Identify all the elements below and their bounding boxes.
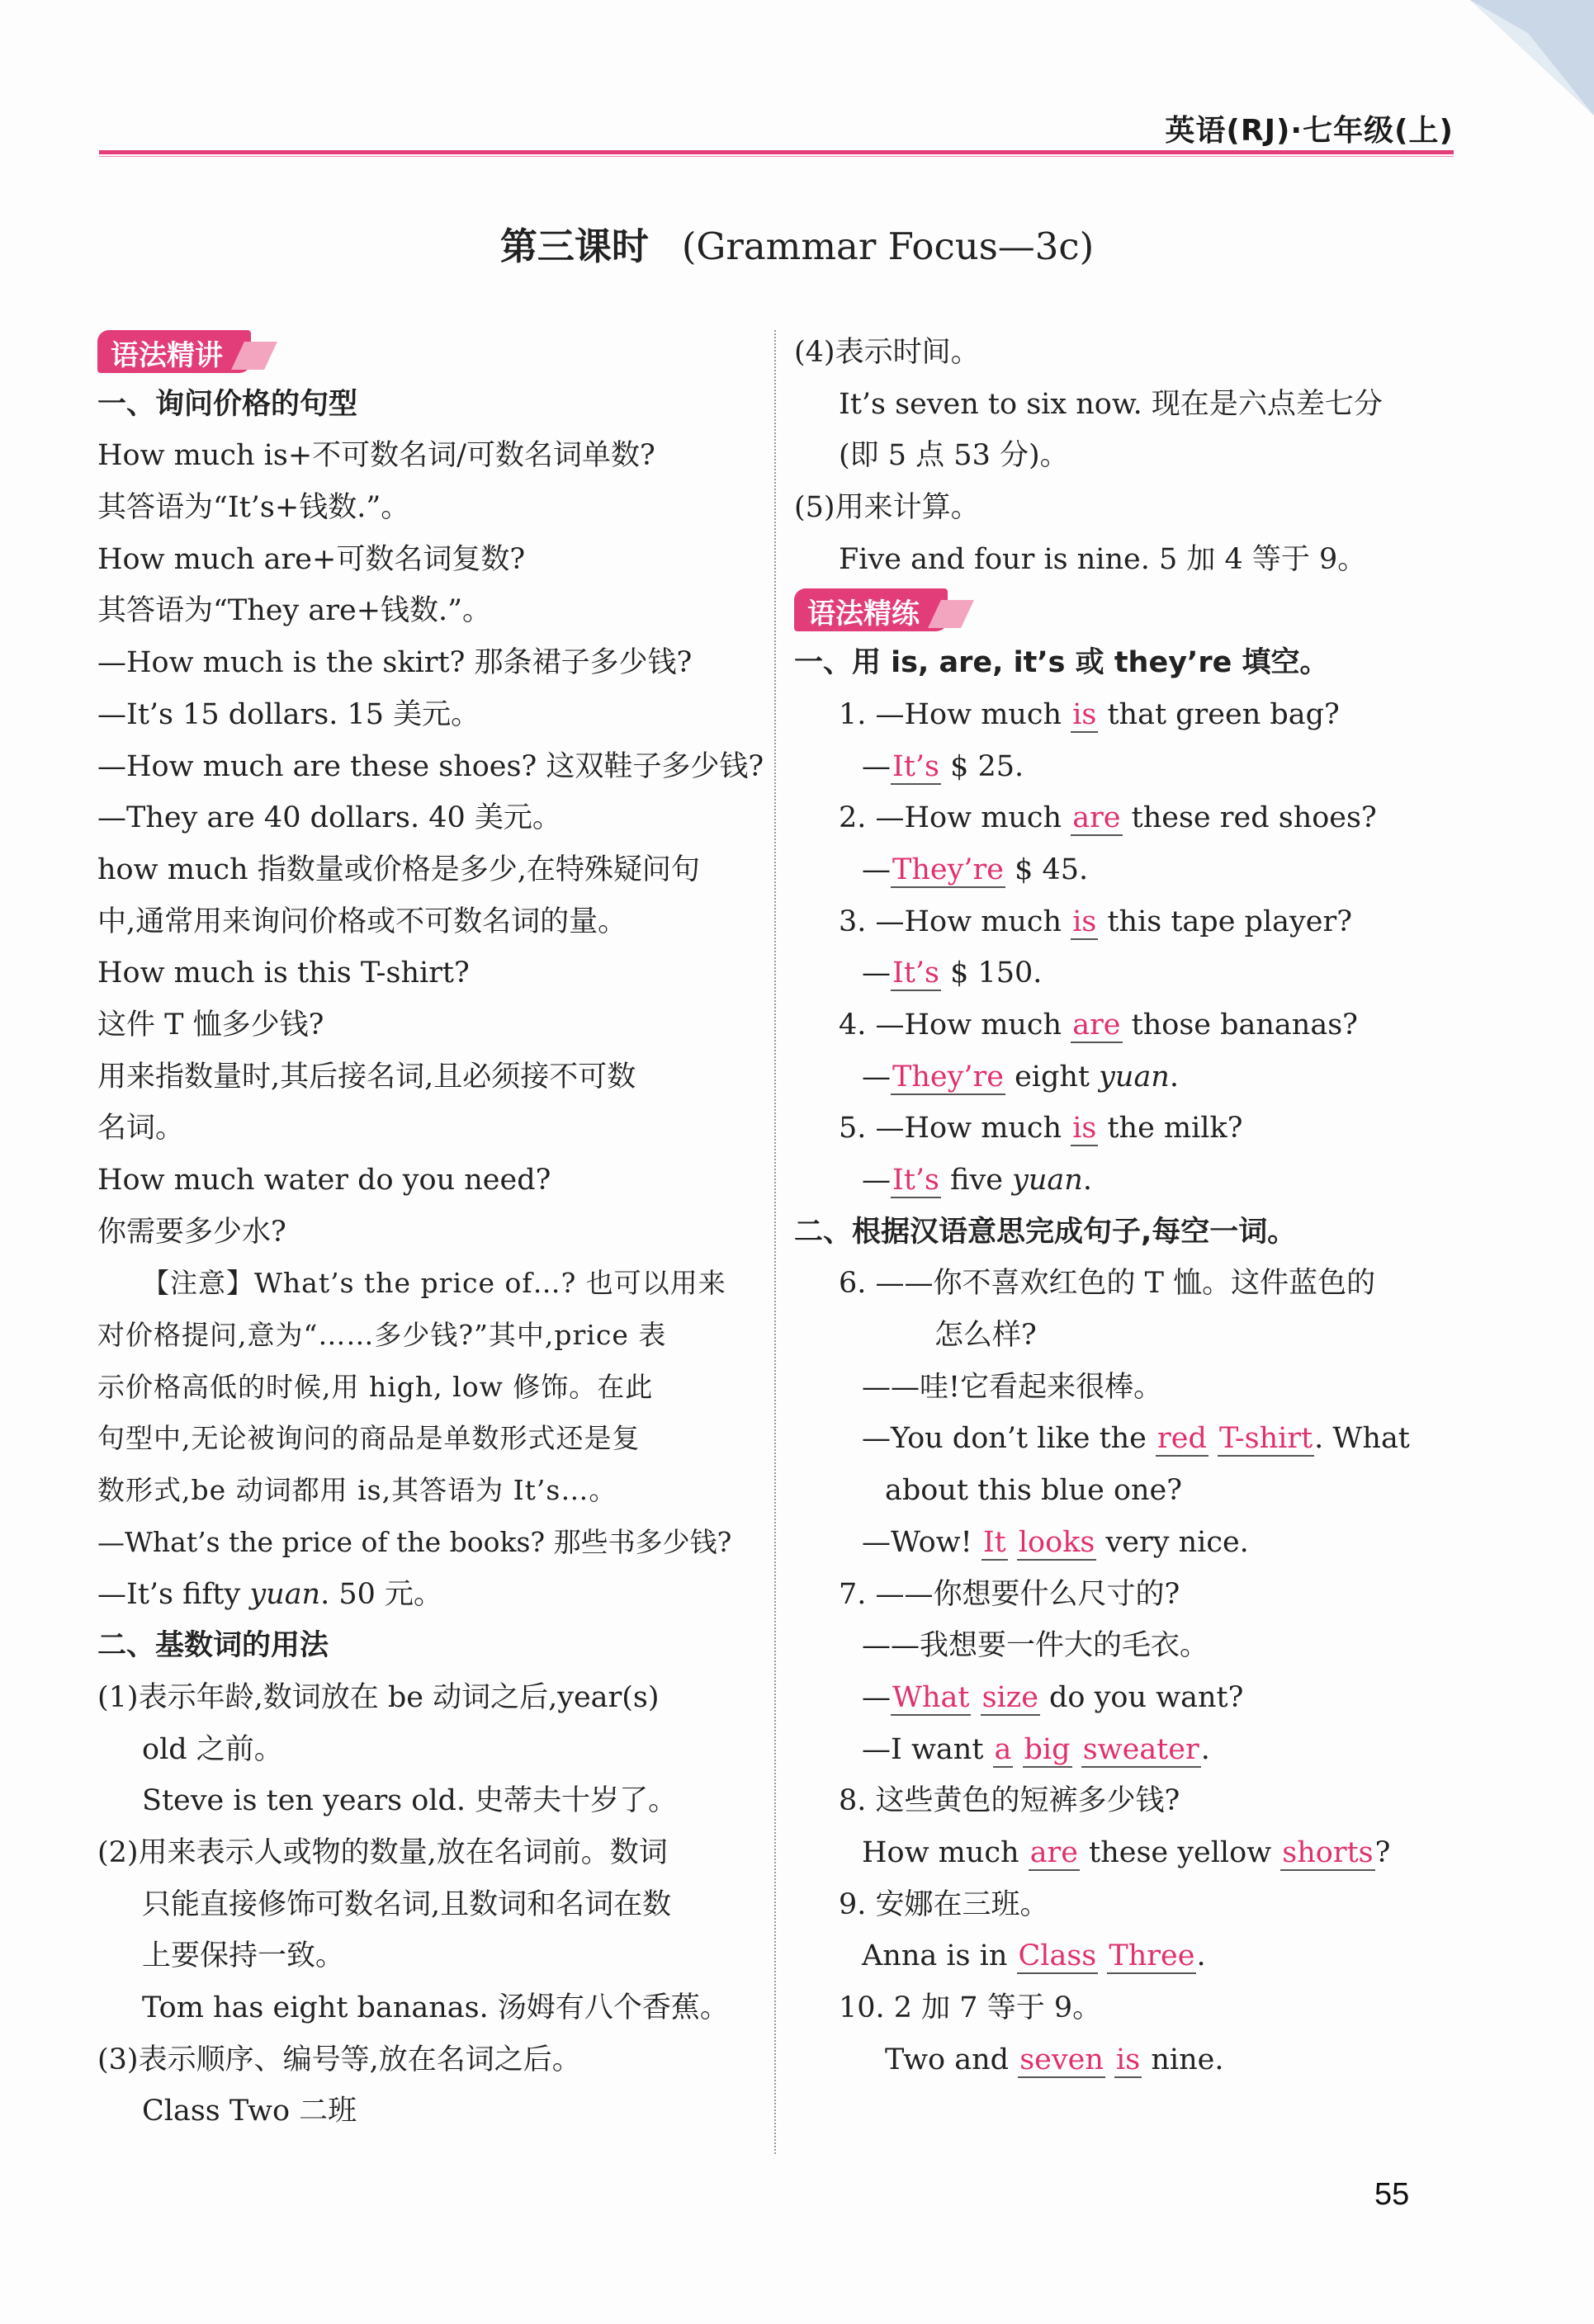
question-9-en: Anna is in Class Three. bbox=[862, 1939, 1206, 1973]
example-line: 这件 T 恤多少钱? bbox=[97, 1008, 324, 1042]
heading: 一、询问价格的句型 bbox=[97, 387, 358, 421]
page-corner-fold bbox=[1429, 0, 1594, 140]
text-line: 名词。 bbox=[97, 1112, 185, 1145]
left-column bbox=[97, 327, 762, 2137]
question-2-reply: —They’re $ 45. bbox=[862, 853, 1089, 886]
answer: red bbox=[1157, 1422, 1207, 1456]
example-line: —They are 40 dollars. 40 美元。 bbox=[97, 801, 561, 835]
question-4-reply: —They’re eight yuan. bbox=[862, 1060, 1179, 1094]
question-9: 9. 安娜在三班。 bbox=[839, 1887, 1049, 1921]
section-badge-grammar bbox=[97, 327, 762, 379]
question-10-en: Two and seven is nine. bbox=[885, 2043, 1224, 2076]
heading: 二、基数词的用法 bbox=[97, 1629, 329, 1663]
answer: is bbox=[1116, 2043, 1141, 2076]
question-5: 5. —How much is the milk? bbox=[839, 1112, 1243, 1145]
example-line: Class Two 二班 bbox=[142, 2095, 357, 2128]
answer: They’re bbox=[892, 853, 1004, 886]
example-line: How much is this T-shirt? bbox=[97, 957, 470, 990]
example-line: —How much are these shoes? 这双鞋子多少钱? bbox=[97, 749, 764, 783]
answer: shorts bbox=[1282, 1835, 1374, 1869]
question-6-en-reply: —Wow! It looks very nice. bbox=[862, 1525, 1249, 1559]
answer: Three bbox=[1109, 1939, 1195, 1973]
text-line: How much is+不可数名词/可数名词单数? bbox=[97, 439, 655, 473]
text-line: (4)表示时间。 bbox=[794, 336, 980, 369]
answer: sweater bbox=[1082, 1732, 1199, 1766]
question-1-reply: —It’s $ 25. bbox=[862, 749, 1024, 783]
page-header bbox=[99, 99, 1454, 165]
answer: It’s bbox=[892, 957, 939, 990]
question-6-en: —You don’t like the red T-shirt. What bbox=[862, 1422, 1410, 1456]
answer: size bbox=[981, 1680, 1038, 1714]
badge-label: 语法精讲 bbox=[111, 339, 223, 372]
answer: T-shirt bbox=[1219, 1422, 1313, 1456]
example-line: 你需要多少水? bbox=[97, 1215, 286, 1249]
text-line: old 之前。 bbox=[142, 1732, 283, 1766]
question-7-en: —What size do you want? bbox=[862, 1680, 1244, 1714]
right-column bbox=[794, 327, 1479, 2085]
example-line: —It’s 15 dollars. 15 美元。 bbox=[97, 697, 480, 731]
note-line: 句型中,无论被询问的商品是单数形式还是复 bbox=[97, 1422, 641, 1455]
badge-label: 语法精练 bbox=[807, 598, 920, 631]
text-line: (2)用来表示人或物的数量,放在名词前。数词 bbox=[97, 1835, 668, 1869]
note-line: 数形式,be 动词都用 is,其答语为 It’s…。 bbox=[97, 1474, 617, 1507]
example-line: —It’s fifty yuan. 50 元。 bbox=[97, 1577, 443, 1611]
example-line: —What’s the price of the books? 那些书多少钱? bbox=[97, 1525, 732, 1558]
note-line: 示价格高低的时候,用 high, low 修饰。在此 bbox=[97, 1370, 654, 1403]
answer: are bbox=[1072, 801, 1121, 835]
question-6-reply-cn: ——哇!它看起来很棒。 bbox=[862, 1370, 1163, 1404]
question-8-en: How much are these yellow shorts? bbox=[862, 1835, 1391, 1869]
answer: is bbox=[1072, 1112, 1097, 1145]
question-6-cont: 怎么样? bbox=[934, 1319, 1037, 1353]
lesson-title-en: (Grammar Focus—3c) bbox=[681, 224, 1095, 268]
text-line: (5)用来计算。 bbox=[794, 491, 980, 525]
question-6-en-cont: about this blue one? bbox=[885, 1474, 1183, 1508]
lesson-title-cn: 第三课时 bbox=[499, 224, 649, 268]
answer: is bbox=[1072, 697, 1097, 731]
page-number: 55 bbox=[1374, 2177, 1410, 2212]
question-7: 7. ——你想要什么尺寸的? bbox=[839, 1577, 1180, 1611]
question-3: 3. —How much is this tape player? bbox=[839, 905, 1352, 938]
text-line: 上要保持一致。 bbox=[142, 1939, 345, 1973]
answer: seven bbox=[1019, 2043, 1104, 2076]
question-7-reply-cn: ——我想要一件大的毛衣。 bbox=[862, 1629, 1209, 1663]
question-7-en-reply: —I want a big sweater. bbox=[862, 1732, 1210, 1766]
text-line: 只能直接修饰可数名词,且数词和名词在数 bbox=[142, 1887, 672, 1921]
question-4: 4. —How much are those bananas? bbox=[839, 1008, 1358, 1042]
answer: looks bbox=[1018, 1525, 1095, 1559]
text-line: 其答语为“They are+钱数.”。 bbox=[97, 594, 492, 628]
text-line: 用来指数量时,其后接名词,且必须接不可数 bbox=[97, 1060, 636, 1094]
text-line: (1)表示年龄,数词放在 be 动词之后,year(s) bbox=[97, 1680, 660, 1714]
text-line: 其答语为“It’s+钱数.”。 bbox=[97, 491, 410, 525]
note-line: 【注意】What’s the price of…? 也可以用来 bbox=[142, 1267, 726, 1300]
answer: is bbox=[1072, 905, 1097, 938]
header-rule bbox=[99, 150, 1454, 154]
exercise-heading: 一、用 is, are, it’s 或 they’re 填空。 bbox=[794, 646, 1329, 680]
book-title: 英语(RJ)·七年级(上) bbox=[1165, 114, 1454, 148]
question-3-reply: —It’s $ 150. bbox=[862, 957, 1043, 990]
answer: big bbox=[1024, 1732, 1071, 1766]
answer: It’s bbox=[892, 1164, 939, 1197]
text-line: (3)表示顺序、编号等,放在名词之后。 bbox=[97, 2043, 581, 2076]
text-line: How much are+可数名词复数? bbox=[97, 542, 526, 576]
section-badge-practice bbox=[794, 585, 1479, 637]
answer: It’s bbox=[892, 749, 939, 783]
question-8: 8. 这些黄色的短裤多少钱? bbox=[839, 1784, 1180, 1818]
example-line: Five and four is nine. 5 加 4 等于 9。 bbox=[839, 542, 1367, 576]
example-line: —How much is the skirt? 那条裙子多少钱? bbox=[97, 646, 693, 680]
question-1: 1. —How much is that green bag? bbox=[839, 697, 1340, 731]
note-line: 对价格提问,意为“……多少钱?”其中,price 表 bbox=[97, 1319, 667, 1352]
column-divider bbox=[774, 330, 776, 2154]
answer: a bbox=[994, 1732, 1012, 1766]
answer: are bbox=[1072, 1008, 1121, 1042]
question-5-reply: —It’s five yuan. bbox=[862, 1164, 1092, 1197]
example-line: It’s seven to six now. 现在是六点差七分 bbox=[839, 387, 1383, 421]
question-6: 6. ——你不喜欢红色的 T 恤。这件蓝色的 bbox=[839, 1267, 1376, 1301]
lesson-title bbox=[0, 216, 1594, 270]
text-line: how much 指数量或价格是多少,在特殊疑问句 bbox=[97, 853, 700, 886]
answer: are bbox=[1029, 1835, 1078, 1869]
answer: What bbox=[892, 1680, 970, 1714]
answer: They’re bbox=[892, 1060, 1004, 1094]
answer: It bbox=[982, 1525, 1006, 1559]
example-line: Steve is ten years old. 史蒂夫十岁了。 bbox=[142, 1784, 678, 1818]
question-2: 2. —How much are these red shoes? bbox=[839, 801, 1377, 835]
example-line: (即 5 点 53 分)。 bbox=[839, 439, 1069, 473]
answer: Class bbox=[1018, 1939, 1097, 1973]
example-line: Tom has eight bananas. 汤姆有八个香蕉。 bbox=[142, 1991, 729, 2024]
question-10: 10. 2 加 7 等于 9。 bbox=[839, 1991, 1102, 2024]
header-rule-thin bbox=[99, 156, 1454, 157]
example-line: How much water do you need? bbox=[97, 1164, 551, 1197]
text-line: 中,通常用来询问价格或不可数名词的量。 bbox=[97, 905, 627, 938]
exercise-heading: 二、根据汉语意思完成句子,每空一词。 bbox=[794, 1215, 1297, 1249]
